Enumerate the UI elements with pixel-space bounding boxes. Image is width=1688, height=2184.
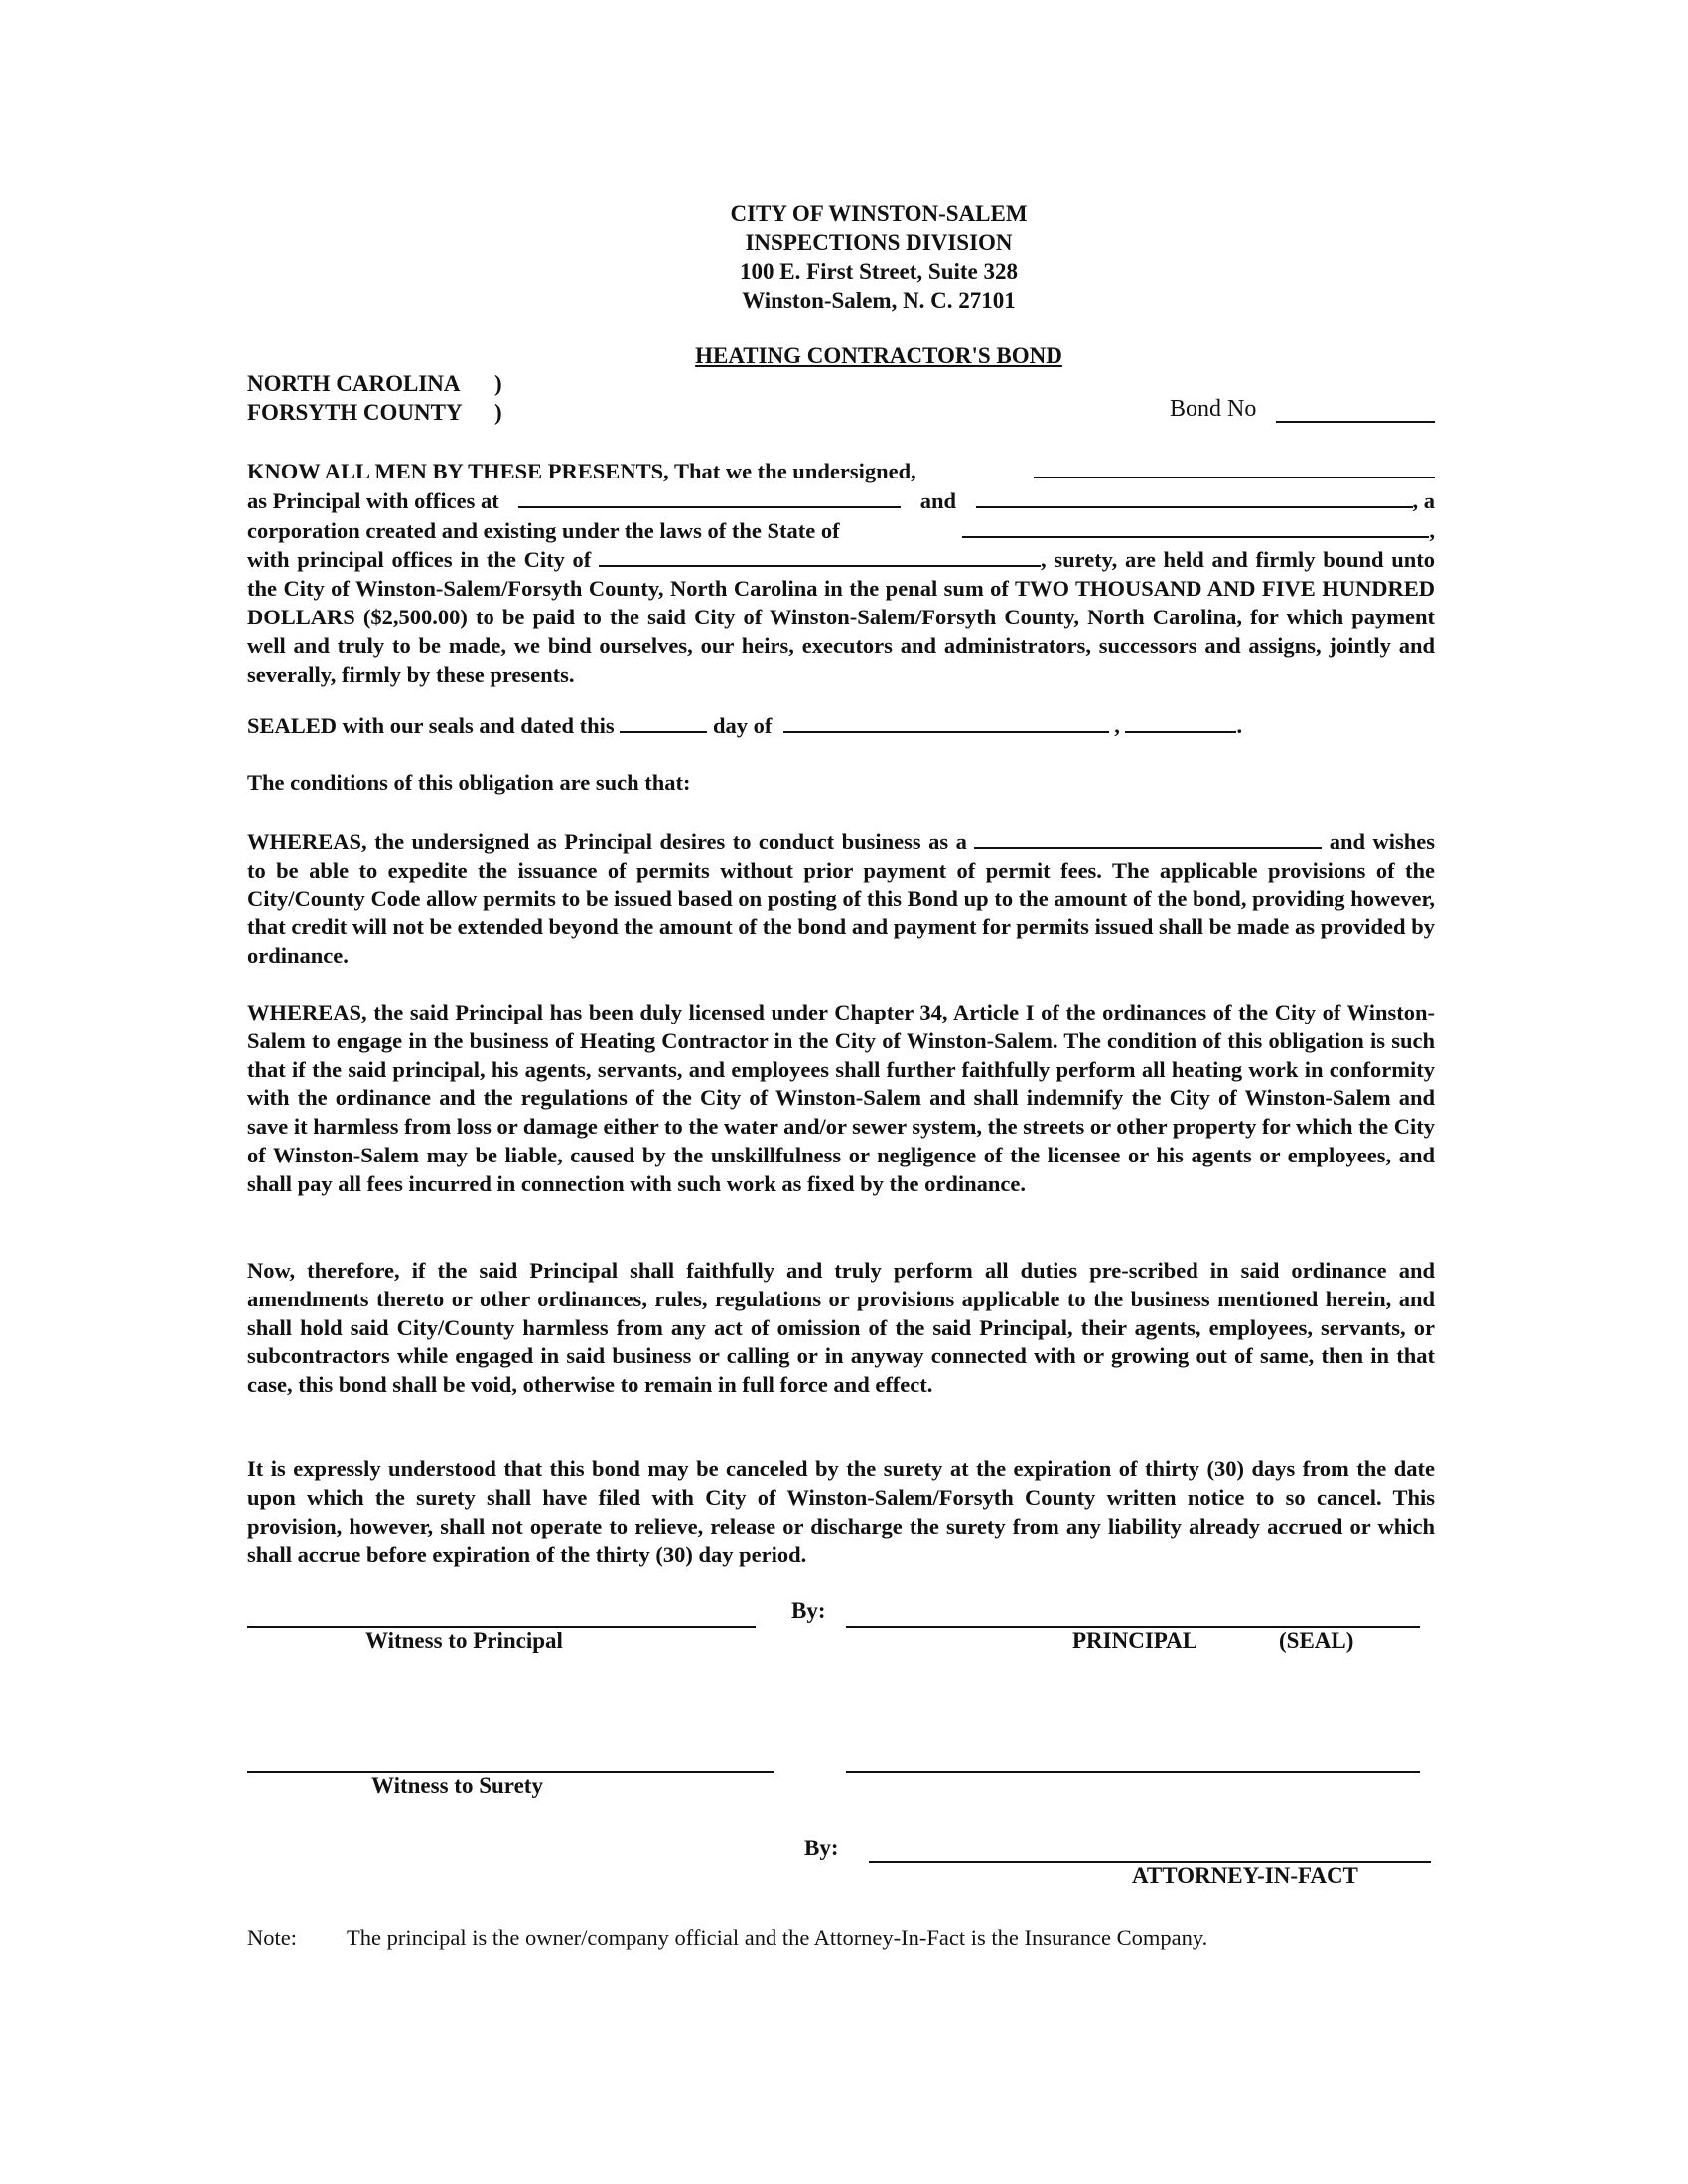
seal-label: (SEAL) — [1279, 1628, 1354, 1653]
surety-city-field[interactable] — [599, 545, 1041, 567]
header-city-zip: Winston-Salem, N. C. 27101 — [742, 288, 1016, 313]
principal-label: PRINCIPAL — [1072, 1628, 1198, 1653]
bond-no-field[interactable] — [1276, 421, 1435, 423]
header-division: INSPECTIONS DIVISION — [745, 230, 1013, 255]
state-label: NORTH CAROLINA — [247, 371, 461, 396]
by-label-2: By: — [804, 1836, 839, 1860]
county-paren: ) — [494, 400, 502, 425]
cancellation-paragraph: It is expressly understood that this bond may be canceled by the surety at the expiration of thirty (30) days from the date upon which the surety shall have filed with City of Winston-Salem/Forsyth County written notice to so cancel. This provision, however, shall not operate to relieve, release or discharge the surety from any liability already accrued or which shall accrue before expiration of the thirty (30) day period. — [247, 1456, 1435, 1568]
bond-no-label: Bond No — [1170, 396, 1257, 422]
state-paren: ) — [494, 371, 502, 396]
principal-name-field[interactable] — [1034, 457, 1435, 478]
header-street: 100 E. First Street, Suite 328 — [739, 259, 1018, 284]
month-field[interactable] — [783, 711, 1109, 733]
now-therefore-paragraph: Now, therefore, if the said Principal shall faithfully and truly perform all duties pre-scribed in said ordinance and amendments thereto or other ordinances, rules, regulations or provisions applicable to the business mentioned herein, and shall hold said City/County harmless from any act of omission of the said Principal, their agents, employees, servants, or subcontractors while engaged in said business or calling or in anyway connected with or growing out of same, then in that case, this bond shall be void, otherwise to remain in full force and effect. — [247, 1258, 1435, 1398]
whereas-paragraph-1: WHEREAS, the undersigned as Principal desires to conduct business as a and wishes to be able to expedite the issuance of permits without prior payment of permit fees. The applicable provisions of the City/County Code allow permits to be issued based on posting of this Bond up to the amount of the bond, providing however, that credit will not be extended beyond the amount of the bond and payment for permits issued shall be made as provided by ordinance. — [247, 829, 1435, 969]
know-all-paragraph: KNOW ALL MEN BY THESE PRESENTS, That we the undersigned, as Principal with offices at and , a corporation created and existing under the laws of the State of , with principal offices in the City of , surety, are held and firmly bound unto the City of Winston-Salem/Forsyth County, North Carolina in the penal sum of TWO THOUSAND AND FIVE HUNDRED DOLLARS ($2,500.00) to be paid to the said City of Winston-Salem/Forsyth County, North Carolina, for which payment well and truly to be made, we bind ourselves, our heirs, executors and administrators, successors and assigns, jointly and severally, firmly by these presents. — [247, 459, 1436, 687]
witness-surety-label: Witness to Surety — [371, 1773, 543, 1798]
witness-principal-label: Witness to Principal — [365, 1628, 563, 1653]
document-title: HEATING CONTRACTOR'S BOND — [695, 343, 1062, 368]
surety-state-field[interactable] — [962, 516, 1429, 538]
attorney-in-fact-label: ATTORNEY-IN-FACT — [1132, 1863, 1358, 1888]
whereas-paragraph-2: WHEREAS, the said Principal has been duly licensed under Chapter 34, Article I of the ordinances of the City of Winston-Salem to engage in the business of Heating Contractor in the City of Winston-Salem. The condition of this obligation is such that if the said principal, his agents, servants, and employees shall further faithfully perform all heating work in conformity with the ordinance and the regulations of the City of Winston-Salem and shall indemnify the City of Winston-Salem and save it harmless from loss or damage either to the water and/or sewer system, the streets or other property for which the City of Winston-Salem may be liable, caused by the unskillfulness or negligence of the licensee or his agents or employees, and shall pay all fees incurred in connection with such work as fixed by the ordinance. — [247, 1000, 1435, 1196]
sealed-line: SEALED with our seals and dated this day of , . — [247, 713, 1243, 738]
year-field[interactable] — [1125, 711, 1236, 733]
note-text: The principal is the owner/company official and the Attorney-In-Fact is the Insurance Company. — [347, 1925, 1208, 1950]
principal-address-field[interactable] — [518, 486, 901, 508]
by-label: By: — [791, 1598, 826, 1623]
surety-name-field[interactable] — [976, 486, 1413, 508]
surety-signature-line[interactable] — [846, 1771, 1420, 1773]
county-label: FORSYTH COUNTY — [247, 400, 463, 425]
day-field[interactable] — [620, 711, 707, 733]
note-label: Note: — [247, 1925, 297, 1950]
business-type-field[interactable] — [974, 827, 1322, 849]
conditions-intro: The conditions of this obligation are such that: — [247, 770, 691, 795]
header-city: CITY OF WINSTON-SALEM — [730, 202, 1028, 226]
